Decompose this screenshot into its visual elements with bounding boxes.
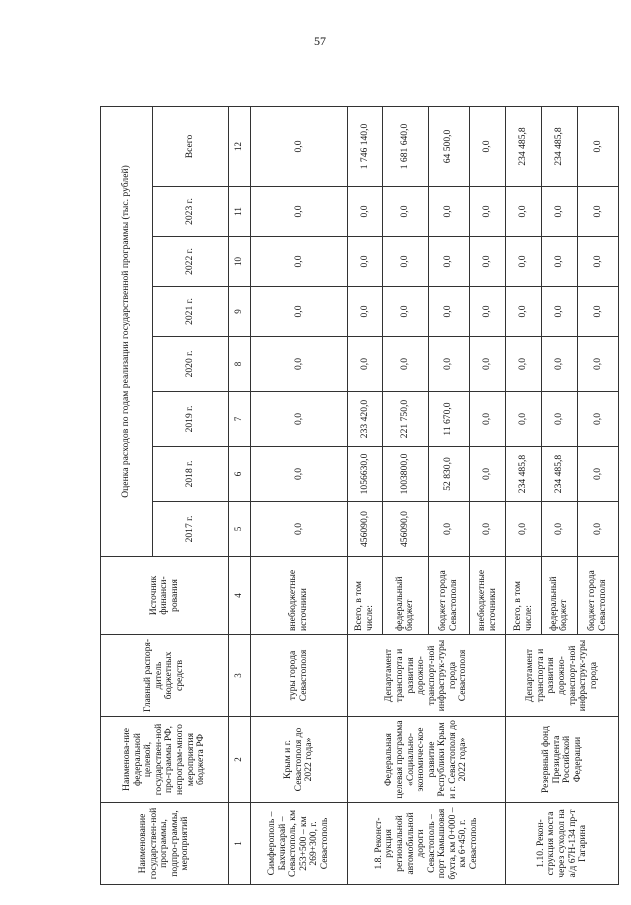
row-value: 0,0 <box>428 287 469 337</box>
row-value: 0,0 <box>542 337 578 392</box>
column-number: 10 <box>228 237 250 287</box>
row-value: 221 750,0 <box>383 392 429 447</box>
header-year: 2022 г. <box>152 237 228 287</box>
header-year: Всего <box>152 106 228 186</box>
row-value: 456090,0 <box>383 502 429 557</box>
row-value: 0,0 <box>428 237 469 287</box>
row-value: 0,0 <box>577 287 618 337</box>
row-value: 0,0 <box>250 287 347 337</box>
column-number: 11 <box>228 187 250 237</box>
row-value: 0,0 <box>347 337 382 392</box>
header-row <box>101 106 153 884</box>
row-value: 0,0 <box>577 502 618 557</box>
row-value: 0,0 <box>383 337 429 392</box>
row-value: 1056630,0 <box>347 447 382 502</box>
row-source: Всего, в том числе: <box>347 557 382 635</box>
header-year: 2019 г. <box>152 392 228 447</box>
column-number: 1 <box>228 803 250 885</box>
table-row <box>347 106 382 884</box>
row-value: 0,0 <box>469 187 506 237</box>
row-manager: Департамент транспорта и развития дорожно-транспорт-ной инфраструк-туры города <box>506 635 619 717</box>
row-value: 0,0 <box>506 187 542 237</box>
header-year: 2018 г. <box>152 447 228 502</box>
row-value: 0,0 <box>250 237 347 287</box>
column-number: 6 <box>228 447 250 502</box>
row-value: 0,0 <box>577 237 618 287</box>
row-value: 1003800,0 <box>383 447 429 502</box>
row-value: 0,0 <box>506 287 542 337</box>
row-source: федеральный бюджет <box>383 557 429 635</box>
row-value: 0,0 <box>250 337 347 392</box>
column-number: 9 <box>228 287 250 337</box>
row-value: 0,0 <box>542 392 578 447</box>
column-number: 5 <box>228 502 250 557</box>
row-value: 0,0 <box>577 392 618 447</box>
row-source: федеральный бюджет <box>542 557 578 635</box>
row-source: внебюджетные источники <box>469 557 506 635</box>
row-value: 0,0 <box>542 502 578 557</box>
row-value: 233 420,0 <box>347 392 382 447</box>
row-value: 0,0 <box>250 187 347 237</box>
row-value: 52 830,0 <box>428 447 469 502</box>
row-value: 0,0 <box>469 237 506 287</box>
row-value: 0,0 <box>542 237 578 287</box>
row-value: 0,0 <box>469 337 506 392</box>
header-year: 2023 г. <box>152 187 228 237</box>
table-row <box>250 106 347 884</box>
column-number: 12 <box>228 106 250 186</box>
header-year: 2017 г. <box>152 502 228 557</box>
row-name: 1.10. Рекон-струкция моста через суходол на а/д 67Н-134 пр-т Гагарина <box>506 803 619 885</box>
row-value: 11 670,0 <box>428 392 469 447</box>
header-group: Оценка расходов по годам реализации государственной программы (тыс. рублей) <box>101 106 153 556</box>
column-number: 3 <box>228 635 250 717</box>
row-value: 0,0 <box>506 392 542 447</box>
row-value: 0,0 <box>428 502 469 557</box>
row-value: 0,0 <box>250 106 347 186</box>
row-manager: Департамент транспорта и развития дорожно-транспорт-ной инфраструк-туры города Севастополя <box>347 635 506 717</box>
row-value: 64 500,0 <box>428 106 469 186</box>
expenditure-table <box>100 106 619 885</box>
row-value: 0,0 <box>469 392 506 447</box>
row-value: 0,0 <box>347 287 382 337</box>
row-value: 0,0 <box>250 392 347 447</box>
row-value: 456090,0 <box>347 502 382 557</box>
row-value: 234 485,8 <box>506 106 542 186</box>
row-source: внебюджетные источники <box>250 557 347 635</box>
row-value: 0,0 <box>469 502 506 557</box>
row-value: 0,0 <box>383 237 429 287</box>
row-value: 0,0 <box>347 187 382 237</box>
row-value: 0,0 <box>347 237 382 287</box>
column-number: 8 <box>228 337 250 392</box>
row-manager: туры города Севастополя <box>250 635 347 717</box>
column-number: 7 <box>228 392 250 447</box>
row-value: 1 746 140,0 <box>347 106 382 186</box>
header-col4: Источник финанси-рования <box>101 557 229 635</box>
header-col1: Наименование государствен-ной программы, подпро-граммы, мероприятий <box>101 803 229 885</box>
row-value: 0,0 <box>542 187 578 237</box>
rotated-table-container <box>100 107 619 885</box>
row-value: 0,0 <box>577 447 618 502</box>
row-value: 0,0 <box>469 287 506 337</box>
row-value: 234 485,8 <box>542 106 578 186</box>
header-year: 2021 г. <box>152 287 228 337</box>
row-program: Федеральная целевая программа «Социально-экономичес-кое развитие Республики Крым и г. Севастополя до 2022 года» <box>347 717 506 803</box>
row-value: 0,0 <box>250 502 347 557</box>
row-source: бюджет города Севастополя <box>428 557 469 635</box>
column-number: 2 <box>228 717 250 803</box>
row-value: 0,0 <box>469 447 506 502</box>
column-number-row <box>228 106 250 884</box>
row-value: 234 485,8 <box>542 447 578 502</box>
row-value: 0,0 <box>506 337 542 392</box>
row-value: 0,0 <box>577 106 618 186</box>
row-program: Крым и г. Севастополя до 2022 года» <box>250 717 347 803</box>
row-source: Всего, в том числе: <box>506 557 542 635</box>
header-col3: Главный распоря-дитель бюджетных средств <box>101 635 229 717</box>
row-value: 0,0 <box>383 287 429 337</box>
header-year: 2020 г. <box>152 337 228 392</box>
row-value: 0,0 <box>428 187 469 237</box>
row-value: 234 485,8 <box>506 447 542 502</box>
row-source: бюджет города Севастополя <box>577 557 618 635</box>
row-value: 0,0 <box>577 187 618 237</box>
column-number: 4 <box>228 557 250 635</box>
row-program: Резервный фонд Президента Российской Федерации <box>506 717 619 803</box>
row-value: 0,0 <box>383 187 429 237</box>
row-value: 0,0 <box>506 237 542 287</box>
row-value: 0,0 <box>469 106 506 186</box>
row-name: Симферополь – Бахчисарай – Севастополь, км 253+500 – км 269+300, г. Севастополь <box>250 803 347 885</box>
row-value: 0,0 <box>577 337 618 392</box>
row-value: 1 681 640,0 <box>383 106 429 186</box>
page-number: 57 <box>314 34 326 48</box>
row-name: 1.8. Реконст-рукция региональной автомобильной дороги Севастополь – порт Камышовая бухта, км 0+000 – км 6+450, г. Севастополь <box>347 803 506 885</box>
row-value: 0,0 <box>428 337 469 392</box>
row-value: 0,0 <box>506 502 542 557</box>
header-col2: Наименова-ние федеральной целевой, государствен-ной про-граммы РФ, непрограм-много мероприятия бюджета РФ <box>101 717 229 803</box>
row-value: 0,0 <box>542 287 578 337</box>
table-row <box>506 106 542 884</box>
row-value: 0,0 <box>250 447 347 502</box>
